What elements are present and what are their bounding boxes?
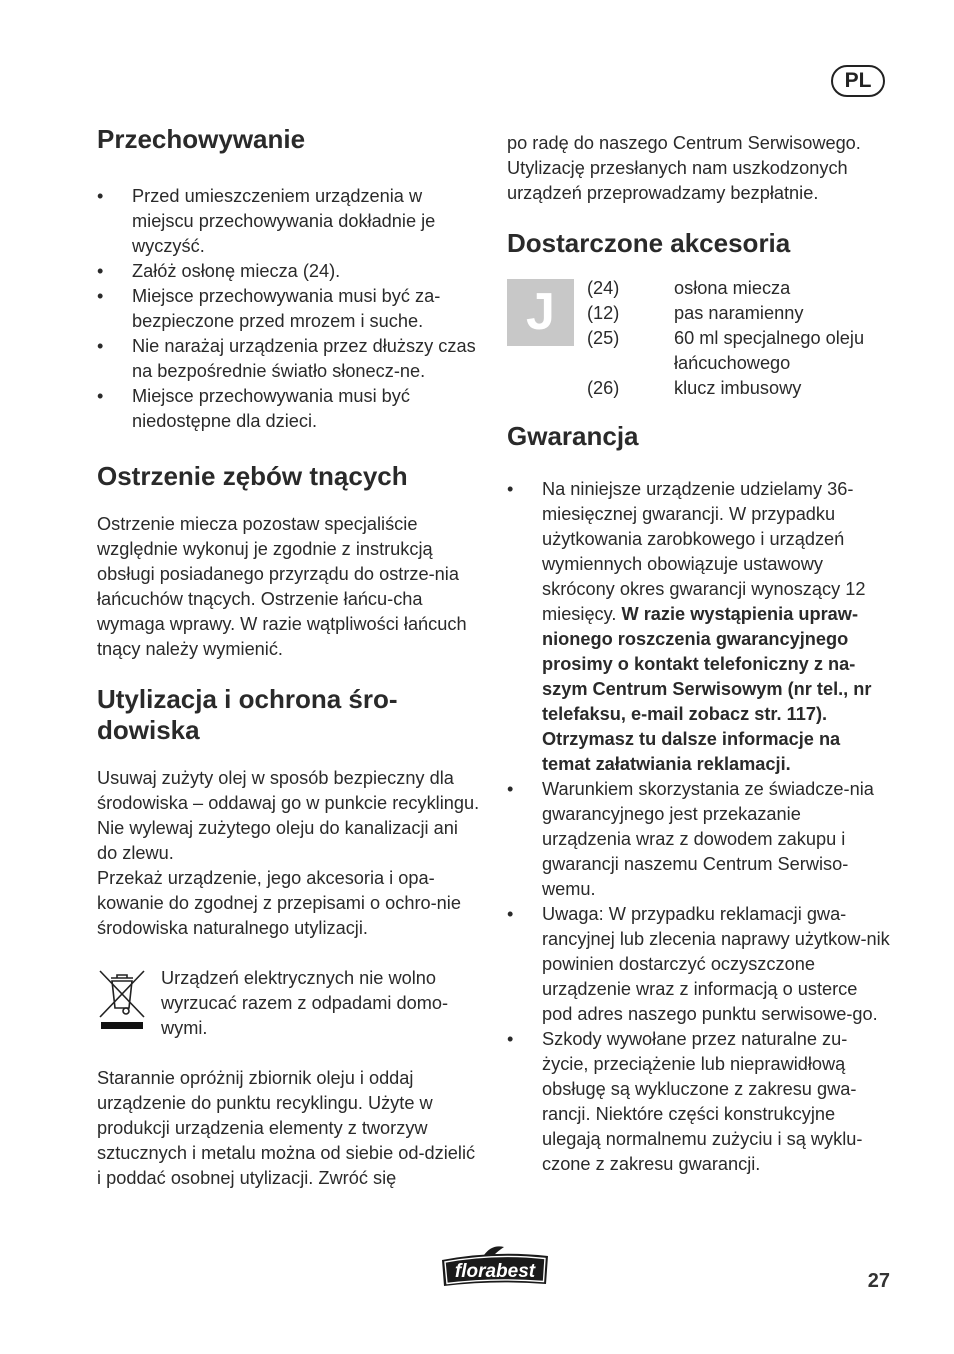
list-item: • Uwaga: W przypadku reklamacji gwa-rancyjnej lub zlecenia naprawy użytkow-nik powinien dostarczyć oczyszczone urządzenie wraz z informacją o usterce pod adres naszego punktu serwisowe-go. [507, 902, 892, 1027]
warranty-contact-text: W razie wystąpienia upraw-nionego roszczenia gwarancyjnego prosimy o kontakt telefoniczny z na-szym Centrum Serwisowym (nr tel., nr telefaksu, e-mail zobacz str. 117). Otrzymasz tu dalsze informacje na temat załatwiania reklamacji. [542, 604, 872, 774]
list-item: • Szkody wywołane przez naturalne zu-życie, przeciążenie lub nieprawidłową obsługę są wykluczone z zakresu gwa-rancji. Niektóre części konstrukcyjne ulegają normalnemu zużyciu i są wyklu-czone z zakresu gwarancji. [507, 1027, 892, 1177]
accessory-label: osłona miecza [674, 278, 791, 298]
accessory-label: klucz imbusowy [674, 378, 802, 398]
list-item: • Nie narażaj urządzenia przez dłuższy czas na bezpośrednie światło słonecz-ne. [97, 334, 482, 384]
disposal-paragraph: Usuwaj zużyty olej w sposób bezpieczny dla środowiska – oddawaj go w punkcie recyklingu. Nie wylewaj zużytego oleju do kanalizacji ani do zlewu. [97, 768, 480, 863]
list-item: • Warunkiem skorzystania ze świadcze-nia gwarancyjnego jest przekazanie urządzenia wraz z dowodem zakupu i gwarancji naszemu Centrum Serwiso-wemu. [507, 777, 892, 902]
list-item: • Miejsce przechowywania musi być niedostępne dla dzieci. [97, 384, 482, 434]
brand-wordmark: florabest [454, 1261, 536, 1282]
accessory-number: (24) [587, 278, 620, 298]
disposal-paragraph: Starannie opróżnij zbiornik oleju i oddaj urządzenie do punktu recyklingu. Użyte w produkcji urządzenia elementy z tworzyw sztucznych i metalu można od siebie od-dzielić i poddać osobnej utylizacji. Zwróć się [97, 1068, 476, 1188]
sharpening-text: Ostrzenie miecza pozostaw specjaliście względnie wykonuj je zgodnie z instrukcją obsługi posiadanego przyrządu do ostrze-nia łańcuchów tnących. Ostrzenie łańcu-cha wymaga wprawy. W razie wątpliwości łańcuch tnący należy wymienić. [97, 514, 467, 659]
accessories-heading: Dostarczone akcesoria [507, 228, 791, 258]
table-row [587, 376, 889, 401]
table-row [587, 326, 889, 376]
warranty-heading: Gwarancja [507, 421, 639, 451]
list-item: • Miejsce przechowywania musi być za-bezpieczone przed mrozem i suche. [97, 284, 482, 334]
weee-text: Urządzeń elektrycznych nie wolno wyrzucać razem z odpadami domo-wymi. [161, 968, 449, 1038]
accessory-number: (25) [587, 328, 620, 348]
accessory-number: (26) [587, 378, 620, 398]
storage-list [97, 184, 482, 434]
weee-notice [97, 966, 482, 1041]
accessory-box-label: J [507, 279, 574, 346]
table-row [587, 301, 889, 326]
page-number: 27 [867, 1270, 890, 1292]
left-column [97, 124, 482, 1191]
crossed-out-wheelie-bin-icon [97, 968, 147, 1030]
florabest-logo [438, 1244, 552, 1290]
disposal-paragraph-continued: po radę do naszego Centrum Serwisowego. Utylizację przesłanych nam uszkodzonych urządzeń przeprowadzamy bezpłatnie. [507, 133, 861, 203]
disposal-heading: Utylizacja i ochrona śro-dowiska [97, 684, 398, 745]
disposal-paragraph: Przekaż urządzenie, jego akcesoria i opa-kowanie do zgodnej z przepisami o ochro-nie środowiska naturalnego utylizacji. [97, 868, 461, 938]
list-item: • Załóż osłonę miecza (24). [97, 259, 482, 284]
list-item: • Przed umieszczeniem urządzenia w miejscu przechowywania dokładnie je wyczyść. [97, 184, 482, 259]
list-item [507, 477, 892, 777]
sharpening-heading: Ostrzenie zębów tnących [97, 461, 408, 491]
storage-heading: Przechowywanie [97, 124, 306, 154]
accessory-number: (12) [587, 303, 620, 323]
language-badge: PL [831, 65, 885, 97]
right-column [507, 131, 892, 1177]
warranty-text: Na niniejsze urządzenie udzielamy 36-miesięcznej gwarancji. W przypadku użytkowania zarobkowego i urządzeń wymiennych obowiązuje ustawowy skrócony okres gwarancji wynoszący 12 miesięcy. [542, 479, 866, 624]
warranty-list [507, 477, 892, 1177]
accessories-table [587, 276, 889, 401]
table-row [587, 276, 889, 301]
accessories-block [507, 276, 892, 401]
accessory-label: pas naramienny [674, 303, 804, 323]
accessory-label: 60 ml specjalnego oleju łańcuchowego [674, 328, 865, 373]
